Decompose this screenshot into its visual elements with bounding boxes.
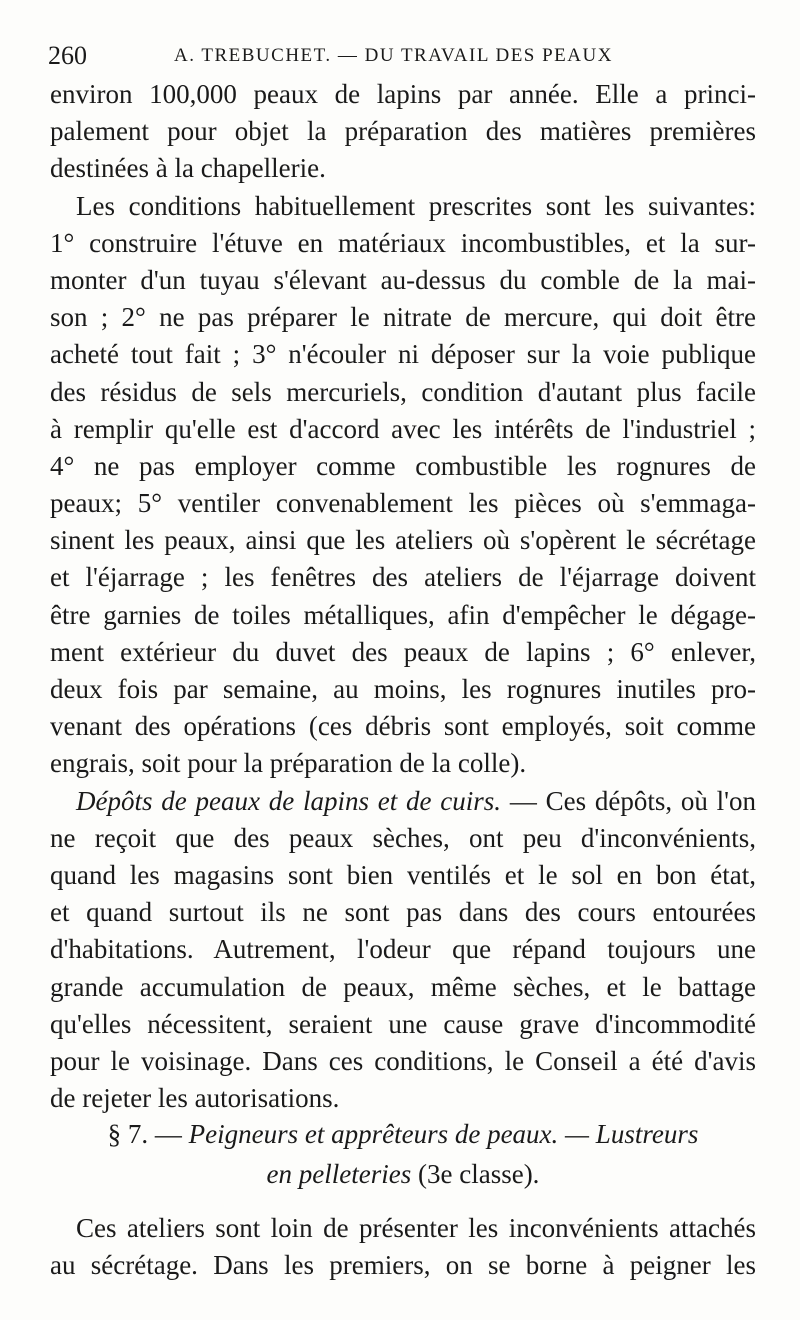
text-line: Ces ateliers sont loin de présenter les inconvénients attachés [76,1213,756,1243]
section-heading [50,1114,756,1194]
section-title-line-2 [50,1154,756,1194]
paragraph-1 [50,76,756,188]
text-line: quand les magasins sont bien ventilés et le sol en bon état, [50,859,756,890]
main-text [50,76,756,1117]
text-line: peaux; 5° ventiler convenablement les pièces où s'emmaga- [50,488,756,519]
text-line: et quand surtout ils ne sont pas dans des cours entourées [50,897,756,928]
section-title: Peigneurs et apprêteurs de peaux. — Lustreurs [188,1119,699,1149]
page-header [48,36,748,76]
text-line: son ; 2° ne pas préparer le nitrate de mercure, qui doit être [50,302,756,333]
text-line: et l'éjarrage ; les fenêtres des ateliers de l'éjarrage doivent [50,562,756,593]
running-head: A. TREBUCHET. — DU TRAVAIL DES PEAUX [174,45,613,66]
text-line: 1° construire l'étuve en matériaux incombustibles, et la sur- [50,227,756,258]
text-line: de rejeter les autorisations. [50,1083,340,1114]
text-line: destinées à la chapellerie. [50,153,326,184]
text-line: venant des opérations (ces débris sont employés, soit comme [50,711,756,742]
section-prefix: § 7. — [107,1119,189,1149]
text-line: ne reçoit que des peaux sèches, ont peu d'inconvénients, [50,822,756,853]
text-line: au sécrétage. Dans les premiers, on se borne à peigner les [50,1250,756,1281]
paragraph-2 [50,188,756,783]
text-line: acheté tout fait ; 3° n'écouler ni déposer sur la voie publique [50,339,756,370]
text-line: engrais, soit pour la préparation de la colle). [50,748,527,779]
text-line: d'habitations. Autrement, l'odeur que répand toujours une [50,934,756,965]
italic-lead: Dépôts de peaux de lapins et de cuirs. [76,785,502,816]
text-line: être garnies de toiles métalliques, afin d'empêcher le dégage- [50,599,756,630]
text-line: des résidus de sels mercuriels, condition d'autant plus facile [50,376,756,407]
text-line: Les conditions habituellement prescrites sont les suivantes: [76,190,756,221]
text-line [50,783,756,820]
section-class: (3e classe). [411,1159,540,1189]
section-subtitle: en pelleteries [266,1159,412,1189]
text-line-rest: — Ces dépôts, où l'on [501,785,757,816]
text-line: deux fois par semaine, au moins, les rognures inutiles pro- [50,674,756,704]
text-line: 4° ne pas employer comme combustible les rognures de [50,450,756,481]
page-number: 260 [48,41,87,70]
section-title-line-1 [50,1114,756,1154]
text-line: ment extérieur du duvet des peaux de lapins ; 6° enlever, [50,636,756,667]
text-line: grande accumulation de peaux, même sèches, et le battage [50,971,756,1002]
text-line: à remplir qu'elle est d'accord avec les intérêts de l'industriel ; [50,413,756,444]
text-line: monter d'un tuyau s'élevant au-dessus du comble de la mai- [50,264,756,295]
final-paragraph [50,1210,756,1284]
paragraph-3 [50,783,756,1118]
text-line: palement pour objet la préparation des matières premières [50,116,756,147]
text-line: qu'elles nécessitent, seraient une cause grave d'incommodité [50,1008,756,1039]
text-line: environ 100,000 peaux de lapins par année. Elle a princi- [50,79,756,109]
text-line: sinent les peaux, ainsi que les ateliers où s'opèrent le sécrétage [50,525,756,556]
text-line: pour le voisinage. Dans ces conditions, le Conseil a été d'avis [50,1045,756,1076]
